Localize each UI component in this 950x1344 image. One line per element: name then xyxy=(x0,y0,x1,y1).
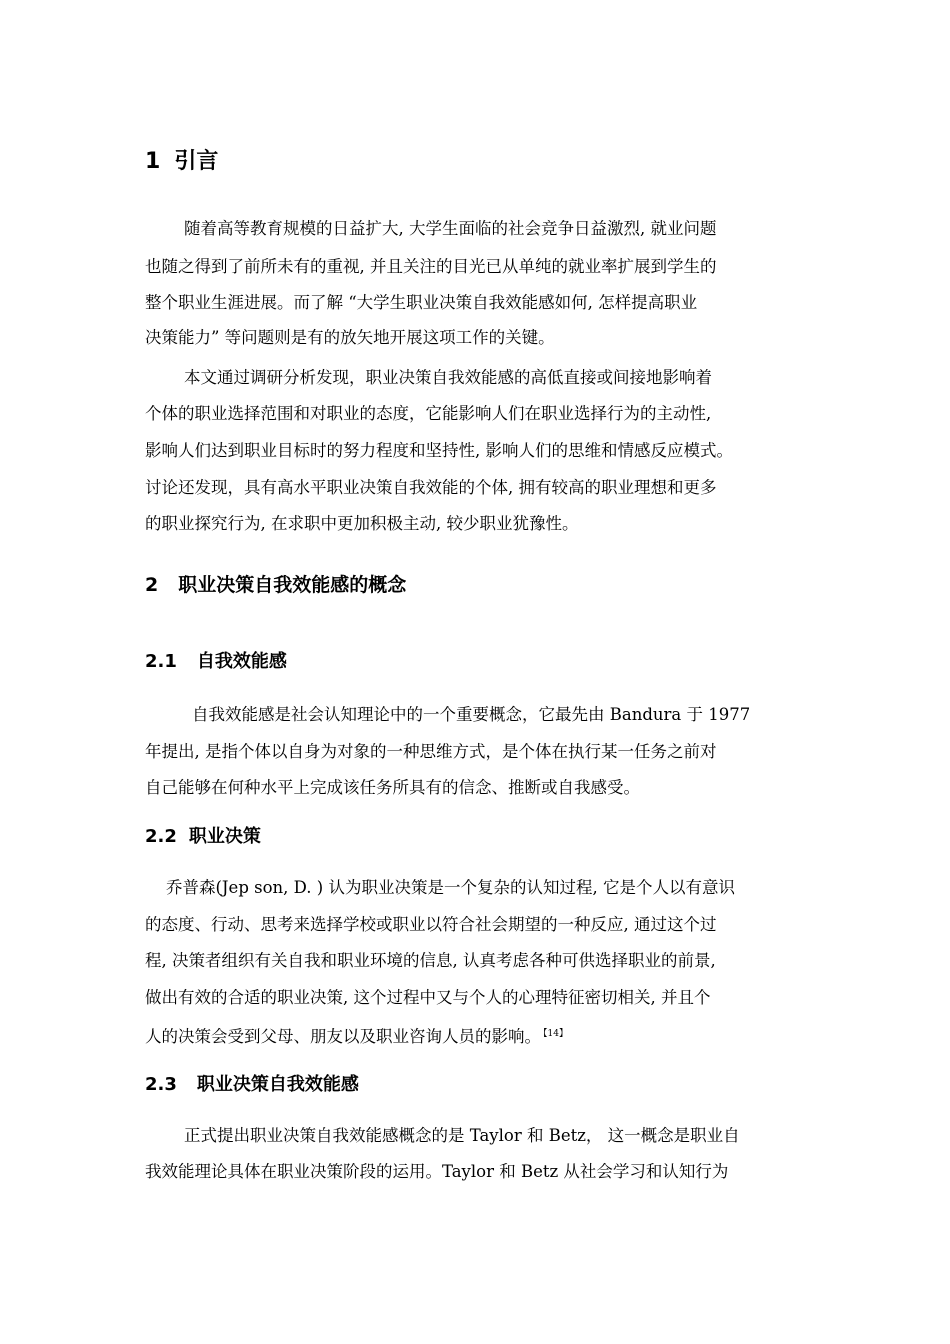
paragraph-text: 人的决策会受到父母、朋友以及职业咨询人员的影响。 xyxy=(145,1027,541,1046)
section-title: 引言 xyxy=(174,149,219,174)
paragraph-line: 讨论还发现，具有高水平职业决策自我效能的个体, 拥有较高的职业理想和更多 xyxy=(145,478,717,497)
section-number: 2 xyxy=(145,574,159,596)
section-number: 1 xyxy=(145,149,161,174)
paragraph-line: 整个职业生涯进展。而了解 “大学生职业决策自我效能感如何, 怎样提高职业 xyxy=(145,293,698,312)
paragraph-line: 自我效能感是社会认知理论中的一个重要概念，它最先由 Bandura 于 1977 xyxy=(192,705,751,724)
paragraph-line: 的态度、行动、思考来选择学校或职业以符合社会期望的一种反应, 通过这个过 xyxy=(145,915,717,934)
paragraph-line: 我效能理论具体在职业决策阶段的运用。Taylor 和 Betz 从社会学习和认知行为 xyxy=(145,1162,729,1181)
citation-reference: 【14】 xyxy=(543,1029,568,1039)
section-2-heading xyxy=(145,570,406,600)
paragraph-line: 自己能够在何种水平上完成该任务所具有的信念、推断或自我感受。 xyxy=(145,778,640,797)
paragraph-line: 程, 决策者组织有关自我和职业环境的信息, 认真考虑各种可供选择职业的前景, xyxy=(145,951,716,970)
section-title: 职业决策 xyxy=(188,826,261,847)
paragraph-line: 本文通过调研分析发现，职业决策自我效能感的高低直接或间接地影响着 xyxy=(184,368,712,387)
section-2-3-heading xyxy=(145,1071,359,1099)
paragraph-line: 随着高等教育规模的日益扩大, 大学生面临的社会竞争日益激烈, 就业问题 xyxy=(184,219,717,238)
paragraph-line: 也随之得到了前所未有的重视, 并且关注的目光已从单纯的就业率扩展到学生的 xyxy=(145,257,717,276)
section-1-heading xyxy=(145,145,218,179)
section-2-1-heading xyxy=(145,648,287,676)
section-number: 2.2 xyxy=(145,826,177,847)
section-title: 自我效能感 xyxy=(196,651,287,672)
paragraph-line: 做出有效的合适的职业决策, 这个过程中又与个人的心理特征密切相关, 并且个 xyxy=(145,988,711,1007)
section-number: 2.1 xyxy=(145,651,177,672)
section-2-2-heading xyxy=(145,823,261,851)
paragraph-line: 乔普森(Jep son, D. ) 认为职业决策是一个复杂的认知过程, 它是个人以有意识 xyxy=(166,878,735,897)
paragraph-line: 影响人们达到职业目标时的努力程度和坚持性, 影响人们的思维和情感反应模式。 xyxy=(145,441,733,460)
section-title: 职业决策自我效能感的概念 xyxy=(178,574,407,596)
paragraph-line: 正式提出职业决策自我效能感概念的是 Taylor 和 Betz， 这一概念是职业自 xyxy=(184,1126,740,1145)
paragraph-line: 年提出, 是指个体以自身为对象的一种思维方式，是个体在执行某一任务之前对 xyxy=(145,742,717,761)
paragraph-line: 决策能力” 等问题则是有的放矢地开展这项工作的关键。 xyxy=(145,328,555,347)
paragraph-line: 个体的职业选择范围和对职业的态度，它能影响人们在职业选择行为的主动性, xyxy=(145,404,712,423)
paragraph-line: 的职业探究行为, 在求职中更加积极主动, 较少职业犹豫性。 xyxy=(145,514,579,533)
paragraph-line xyxy=(145,1022,568,1049)
section-title: 职业决策自我效能感 xyxy=(196,1074,359,1095)
section-number: 2.3 xyxy=(145,1074,177,1095)
